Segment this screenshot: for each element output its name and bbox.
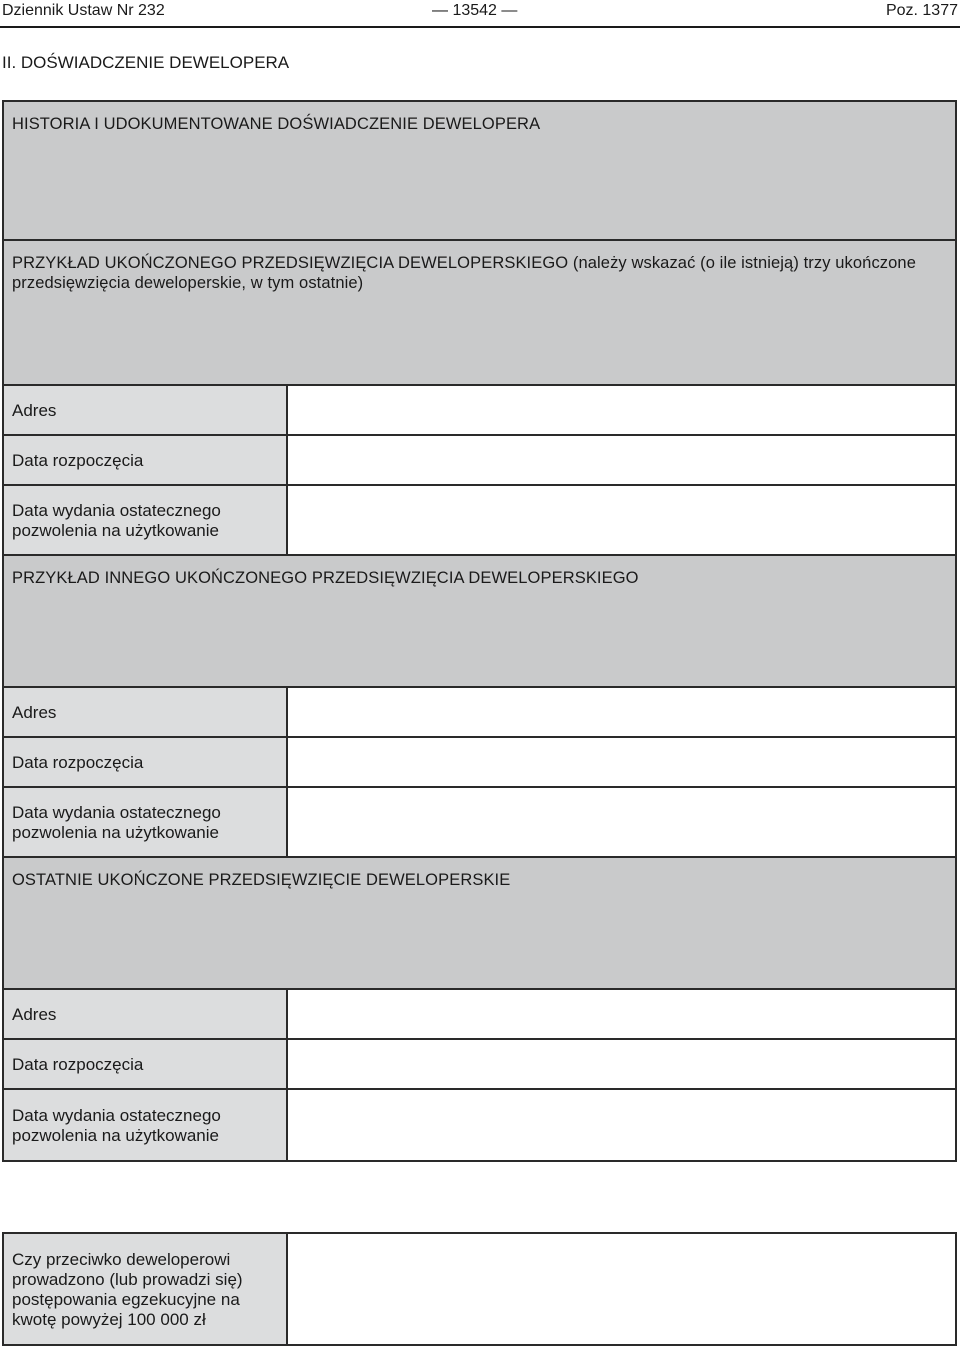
example2-start-field[interactable] [287,737,956,787]
example1-permit-label-line1: Data wydania ostatecznego [12,501,221,520]
example3-heading: OSTATNIE UKOŃCZONE PRZEDSIĘWZIĘCIE DEWELOPERSKIE [12,871,511,889]
example2-heading: PRZYKŁAD INNEGO UKOŃCZONEGO PRZEDSIĘWZIĘCIA DEWELOPERSKIEGO [12,569,639,587]
page-number: — 13542 — [432,2,518,19]
example1-permit-field[interactable] [287,485,956,555]
example1-start-field[interactable] [287,435,956,485]
example1-start-label: Data rozpoczęcia [3,435,287,485]
example3-permit-label-line2: pozwolenia na użytkowanie [12,1126,219,1145]
example2-heading-cell[interactable] [3,555,956,687]
example3-address-label: Adres [3,989,287,1039]
example2-start-label: Data rozpoczęcia [3,737,287,787]
enforcement-question-table [2,1232,957,1346]
header-rule [0,26,960,28]
example2-address-label: Adres [3,687,287,737]
example2-permit-label-line2: pozwolenia na użytkowanie [12,823,219,842]
example1-heading-cell[interactable] [3,240,956,385]
example3-permit-label-line1: Data wydania ostatecznego [12,1106,221,1125]
example1-address-field[interactable] [287,385,956,435]
example1-permit-label-line2: pozwolenia na użytkowanie [12,521,219,540]
section-title: II. DOŚWIADCZENIE DEWELOPERA [2,53,290,72]
example3-permit-label [3,1089,287,1161]
history-heading-cell[interactable] [3,101,956,240]
example2-permit-label-line1: Data wydania ostatecznego [12,803,221,822]
example1-address-label: Adres [3,385,287,435]
example1-permit-label [3,485,287,555]
developer-experience-form [2,100,957,1162]
enforcement-answer-field[interactable] [287,1233,956,1345]
example3-permit-field[interactable] [287,1089,956,1161]
example3-address-field[interactable] [287,989,956,1039]
item-number: Poz. 1377 [885,2,958,19]
example1-heading: PRZYKŁAD UKOŃCZONEGO PRZEDSIĘWZIĘCIA DEWELOPERSKIEGO (należy wskazać (o ile istnieją) trzy ukończone przedsięwzięcia deweloperskie, w tym ostatnie) [12,254,916,292]
history-heading: HISTORIA I UDOKUMENTOWANE DOŚWIADCZENIE DEWELOPERA [12,115,541,133]
example3-heading-cell[interactable] [3,857,956,989]
page-header [0,0,960,26]
enforcement-question-label [3,1233,287,1345]
journal-name: Dziennik Ustaw Nr 232 [2,2,165,19]
example3-start-field[interactable] [287,1039,956,1089]
enforcement-line3: postępowania egzekucyjne na [12,1290,240,1309]
example2-permit-field[interactable] [287,787,956,857]
enforcement-line1: Czy przeciwko deweloperowi [12,1250,231,1269]
enforcement-line2: prowadzono (lub prowadzi się) [12,1270,243,1289]
example2-permit-label [3,787,287,857]
example3-start-label: Data rozpoczęcia [3,1039,287,1089]
enforcement-line4: kwotę powyżej 100 000 zł [12,1310,206,1329]
example2-address-field[interactable] [287,687,956,737]
